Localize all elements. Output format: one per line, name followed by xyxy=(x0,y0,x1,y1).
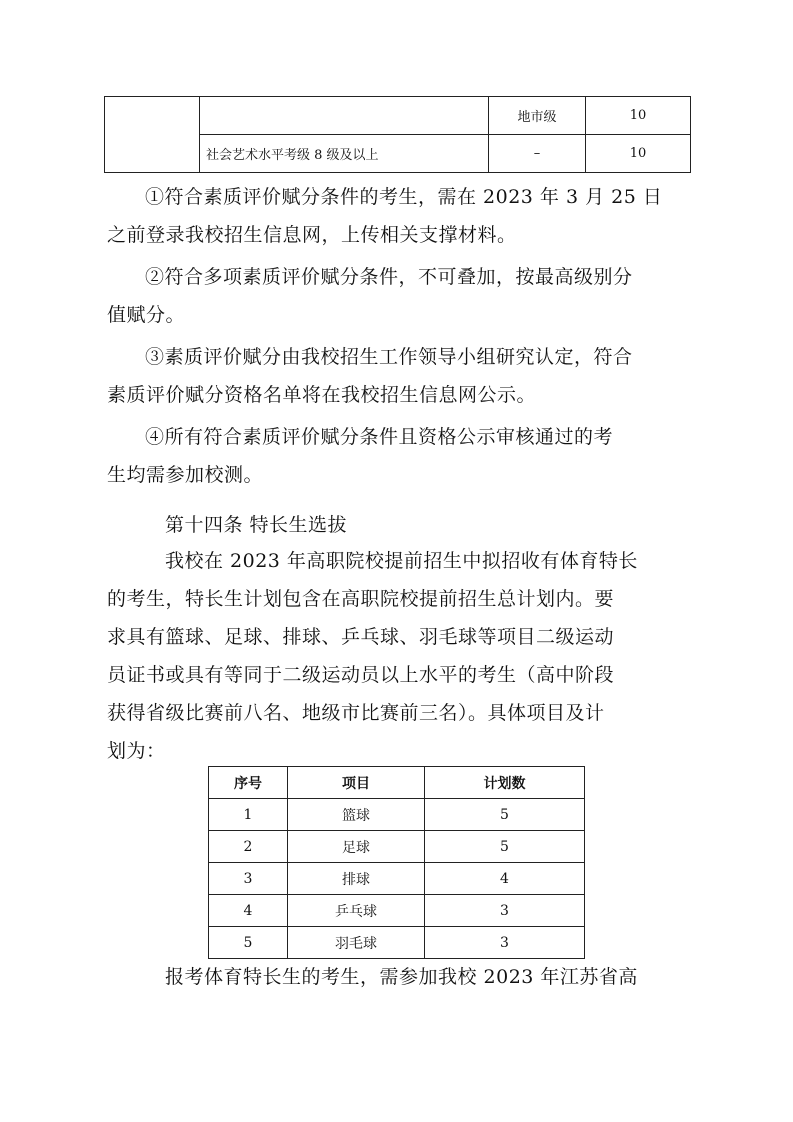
row-count: 5 xyxy=(425,799,585,831)
row-item: 排球 xyxy=(288,863,425,895)
row-item: 篮球 xyxy=(288,799,425,831)
row-count: 3 xyxy=(425,895,585,927)
note-line: 素质评价赋分资格名单将在我校招生信息网公示。 xyxy=(107,384,537,406)
table-row xyxy=(105,97,691,135)
note-line: 值赋分。 xyxy=(107,304,186,326)
body-line: 的考生，特长生计划包含在高职院校提前招生总计划内。要 xyxy=(107,588,615,610)
body-line: 我校在 2023 年高职院校提前招生中拟招收有体育特长 xyxy=(165,550,638,572)
row-item: 羽毛球 xyxy=(288,927,425,959)
row-item: 乒乓球 xyxy=(288,895,425,927)
level-cell: – xyxy=(489,135,586,173)
table-row xyxy=(209,831,585,863)
table-row xyxy=(209,927,585,959)
criterion-cell: 社会艺术水平考级 8 级及以上 xyxy=(200,135,489,173)
table-header-row xyxy=(209,767,585,799)
header-count: 计划数 xyxy=(425,767,585,799)
body-line: 划为： xyxy=(107,740,166,762)
note-4 xyxy=(107,418,687,494)
article-body xyxy=(107,542,687,770)
note-line: ④所有符合素质评价赋分条件且资格公示审核通过的考 xyxy=(145,426,614,448)
body-line: 员证书或具有等同于二级运动员以上水平的考生（高中阶段 xyxy=(107,664,615,686)
row-item: 足球 xyxy=(288,831,425,863)
closing-paragraph xyxy=(107,958,687,996)
note-line: 生均需参加校测。 xyxy=(107,464,264,486)
header-no: 序号 xyxy=(209,767,288,799)
body-line: 获得省级比赛前八名、地级市比赛前三名）。具体项目及计 xyxy=(107,702,605,724)
row-count: 4 xyxy=(425,863,585,895)
row-no: 1 xyxy=(209,799,288,831)
score-cell: 10 xyxy=(586,97,691,135)
closing-line: 报考体育特长生的考生，需参加我校 2023 年江苏省高 xyxy=(165,966,638,988)
note-line: ①符合素质评价赋分条件的考生，需在 2023 年 3 月 25 日 xyxy=(145,186,663,208)
note-line: 之前登录我校招生信息网，上传相关支撑材料。 xyxy=(107,224,517,246)
article-heading-text: 第十四条 特长生选拔 xyxy=(165,514,348,536)
category-cell xyxy=(105,97,200,173)
body-line: 求具有篮球、足球、排球、乒乓球、羽毛球等项目二级运动 xyxy=(107,626,615,648)
row-no: 2 xyxy=(209,831,288,863)
note-1 xyxy=(107,178,687,254)
row-no: 4 xyxy=(209,895,288,927)
row-no: 5 xyxy=(209,927,288,959)
criterion-cell xyxy=(200,97,489,135)
table-row xyxy=(209,799,585,831)
note-line: ③素质评价赋分由我校招生工作领导小组研究认定，符合 xyxy=(145,346,633,368)
score-cell: 10 xyxy=(586,135,691,173)
quota-table xyxy=(208,766,585,959)
row-count: 5 xyxy=(425,831,585,863)
score-table-fragment xyxy=(104,96,691,173)
article-heading xyxy=(107,506,687,544)
row-count: 3 xyxy=(425,927,585,959)
note-line: ②符合多项素质评价赋分条件，不可叠加，按最高级别分 xyxy=(145,266,633,288)
note-2 xyxy=(107,258,687,334)
note-3 xyxy=(107,338,687,414)
row-no: 3 xyxy=(209,863,288,895)
table-row xyxy=(209,895,585,927)
header-item: 项目 xyxy=(288,767,425,799)
level-cell: 地市级 xyxy=(489,97,586,135)
table-row xyxy=(209,863,585,895)
